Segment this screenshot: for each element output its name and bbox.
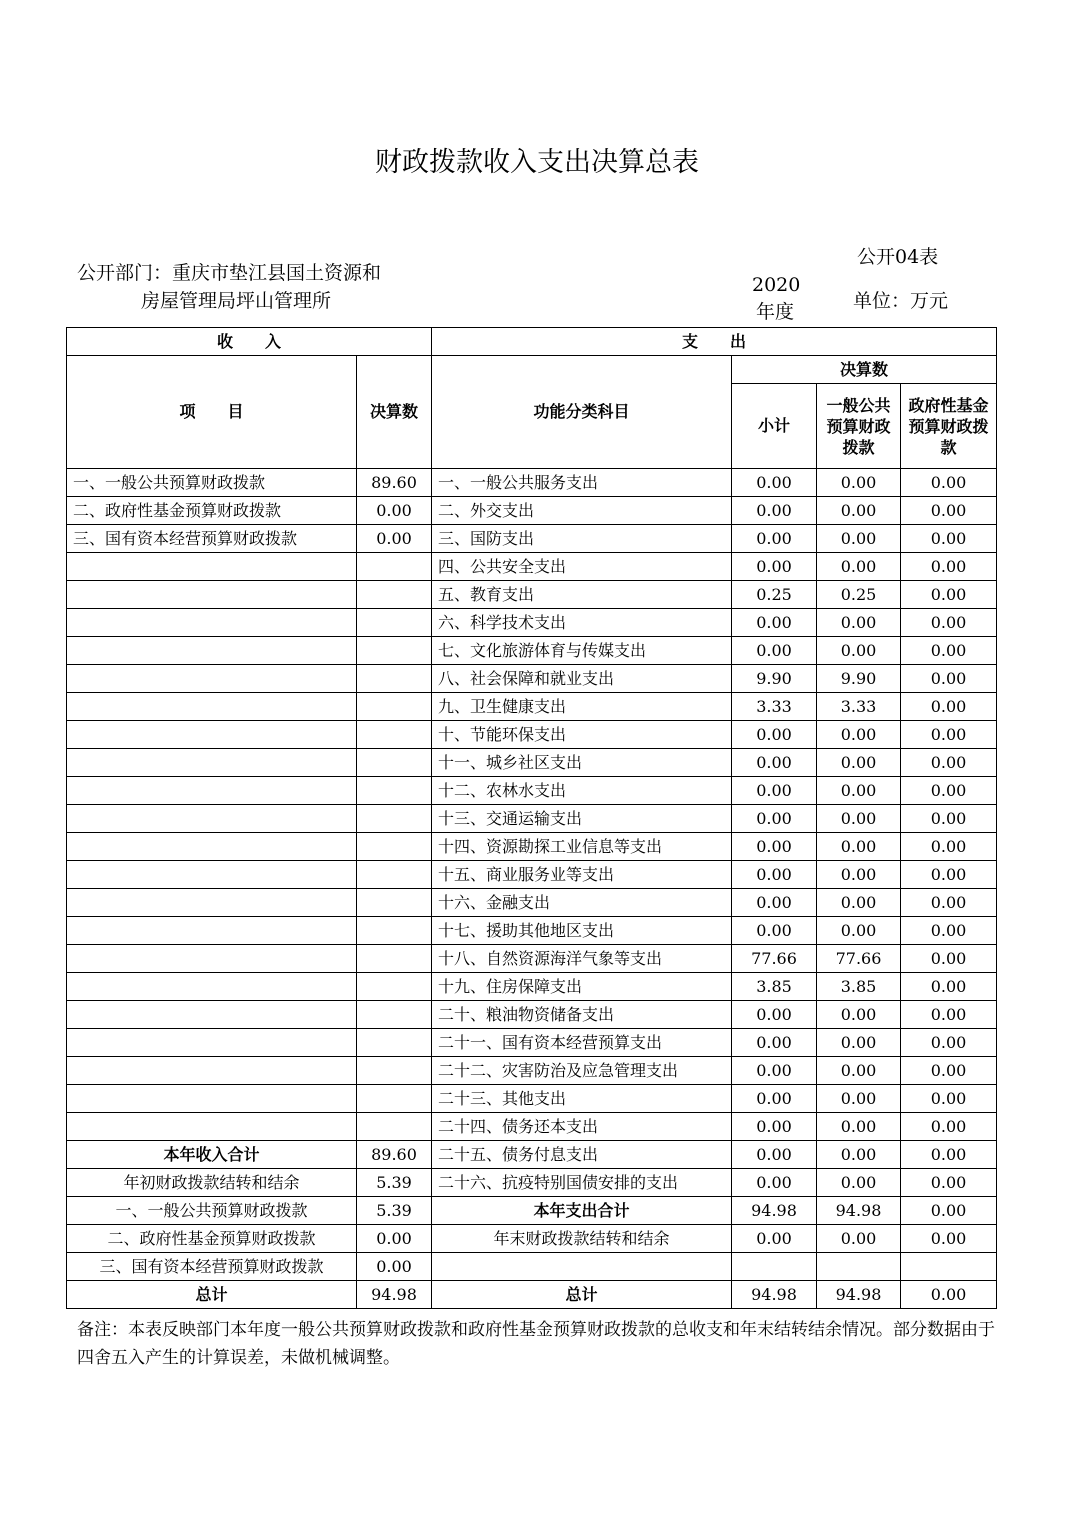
income-header: 收 入 [67, 328, 432, 356]
department-line-1: 公开部门：重庆市垫江县国土资源和 [77, 262, 382, 284]
subtotal-cell: 0.00 [732, 637, 817, 665]
income-item-cell [67, 805, 357, 833]
general-budget-cell: 0.00 [817, 833, 901, 861]
fund-budget-cell: 0.00 [901, 1281, 997, 1309]
expense-item-cell: 二十三、其他支出 [432, 1085, 732, 1113]
subtotal-cell: 0.00 [732, 1001, 817, 1029]
general-budget-cell: 77.66 [817, 945, 901, 973]
income-item-cell: 一、一般公共预算财政拨款 [67, 469, 357, 497]
fund-budget-cell: 0.00 [901, 749, 997, 777]
general-budget-cell: 9.90 [817, 665, 901, 693]
income-amount-cell: 0.00 [357, 1253, 432, 1281]
income-amount-cell: 5.39 [357, 1169, 432, 1197]
income-amount-cell [357, 721, 432, 749]
fund-budget-cell: 0.00 [901, 1225, 997, 1253]
income-item-cell [67, 721, 357, 749]
income-amount-cell [357, 1113, 432, 1141]
fund-budget-cell: 0.00 [901, 1001, 997, 1029]
table-row [67, 1057, 997, 1085]
expense-item-cell: 十三、交通运输支出 [432, 805, 732, 833]
income-amount-cell: 0.00 [357, 497, 432, 525]
table-row [67, 1225, 997, 1253]
table-row [67, 665, 997, 693]
expense-item-cell: 四、公共安全支出 [432, 553, 732, 581]
general-budget-cell: 0.25 [817, 581, 901, 609]
general-budget-cell: 0.00 [817, 1001, 901, 1029]
expense-item-cell: 十一、城乡社区支出 [432, 749, 732, 777]
income-amount-cell: 5.39 [357, 1197, 432, 1225]
table-row [67, 525, 997, 553]
income-item-cell [67, 861, 357, 889]
col-func-header: 功能分类科目 [432, 356, 732, 469]
expense-item-cell: 十六、金融支出 [432, 889, 732, 917]
general-budget-cell: 94.98 [817, 1197, 901, 1225]
fund-budget-cell: 0.00 [901, 917, 997, 945]
income-item-cell [67, 973, 357, 1001]
general-budget-cell: 0.00 [817, 917, 901, 945]
fund-budget-cell: 0.00 [901, 889, 997, 917]
department-line-2: 房屋管理局坪山管理所 [141, 290, 332, 312]
fund-budget-cell: 0.00 [901, 833, 997, 861]
year-number: 2020 [752, 274, 801, 296]
table-row [67, 945, 997, 973]
income-item-cell [67, 1029, 357, 1057]
income-amount-cell [357, 637, 432, 665]
income-item-cell [67, 917, 357, 945]
subtotal-cell: 77.66 [732, 945, 817, 973]
subtotal-cell: 0.00 [732, 1169, 817, 1197]
fund-budget-cell: 0.00 [901, 1057, 997, 1085]
subtotal-cell: 0.00 [732, 1113, 817, 1141]
income-amount-cell [357, 749, 432, 777]
income-item-cell [67, 833, 357, 861]
income-item-cell: 三、国有资本经营预算财政拨款 [67, 1253, 357, 1281]
general-budget-cell: 94.98 [817, 1281, 901, 1309]
expense-item-cell [432, 1253, 732, 1281]
income-amount-cell [357, 553, 432, 581]
expense-item-cell: 年末财政拨款结转和结余 [432, 1225, 732, 1253]
fund-budget-cell: 0.00 [901, 637, 997, 665]
income-amount-cell [357, 665, 432, 693]
fund-budget-cell: 0.00 [901, 721, 997, 749]
col-amount-header: 决算数 [357, 356, 432, 469]
income-item-cell [67, 553, 357, 581]
income-amount-cell [357, 1085, 432, 1113]
subtotal-cell: 9.90 [732, 665, 817, 693]
fund-budget-cell: 0.00 [901, 553, 997, 581]
subtotal-cell [732, 1253, 817, 1281]
expense-item-cell: 二十二、灾害防治及应急管理支出 [432, 1057, 732, 1085]
expense-item-cell: 八、社会保障和就业支出 [432, 665, 732, 693]
general-budget-cell: 0.00 [817, 609, 901, 637]
income-item-cell [67, 1057, 357, 1085]
fund-budget-cell: 0.00 [901, 945, 997, 973]
income-amount-cell [357, 861, 432, 889]
expense-item-cell: 五、教育支出 [432, 581, 732, 609]
subtotal-cell: 94.98 [732, 1197, 817, 1225]
expense-item-cell: 一、一般公共服务支出 [432, 469, 732, 497]
income-item-cell: 本年收入合计 [67, 1141, 357, 1169]
income-amount-cell: 0.00 [357, 1225, 432, 1253]
table-row [67, 861, 997, 889]
income-item-cell [67, 609, 357, 637]
table-row [67, 1253, 997, 1281]
table-tag: 公开04表 [857, 246, 939, 268]
income-amount-cell: 89.60 [357, 1141, 432, 1169]
fund-budget-cell: 0.00 [901, 665, 997, 693]
fund-budget-cell: 0.00 [901, 525, 997, 553]
general-budget-cell: 0.00 [817, 749, 901, 777]
income-item-cell [67, 1085, 357, 1113]
subtotal-cell: 94.98 [732, 1281, 817, 1309]
subtotal-cell: 0.00 [732, 805, 817, 833]
income-amount-cell [357, 1057, 432, 1085]
expense-item-cell: 二十五、债务付息支出 [432, 1141, 732, 1169]
col-general-header: 一般公共预算财政拨款 [817, 384, 901, 469]
income-item-cell: 一、一般公共预算财政拨款 [67, 1197, 357, 1225]
fund-budget-cell: 0.00 [901, 973, 997, 1001]
expense-item-cell: 十八、自然资源海洋气象等支出 [432, 945, 732, 973]
expense-item-cell: 二十四、债务还本支出 [432, 1113, 732, 1141]
table-row [67, 1169, 997, 1197]
general-budget-cell [817, 1253, 901, 1281]
expense-item-cell: 二、外交支出 [432, 497, 732, 525]
fund-budget-cell: 0.00 [901, 497, 997, 525]
general-budget-cell: 0.00 [817, 525, 901, 553]
fund-budget-cell: 0.00 [901, 1113, 997, 1141]
income-item-cell [67, 777, 357, 805]
col-fund-header: 政府性基金预算财政拨款 [901, 384, 997, 469]
subtotal-cell: 0.00 [732, 497, 817, 525]
subtotal-cell: 0.00 [732, 553, 817, 581]
table-row [67, 693, 997, 721]
income-amount-cell: 94.98 [357, 1281, 432, 1309]
income-item-cell [67, 945, 357, 973]
table-row [67, 553, 997, 581]
table-row [67, 805, 997, 833]
fund-budget-cell: 0.00 [901, 469, 997, 497]
income-amount-cell [357, 777, 432, 805]
table-row [67, 889, 997, 917]
year-suffix: 年度 [755, 301, 794, 323]
expense-item-cell: 七、文化旅游体育与传媒支出 [432, 637, 732, 665]
general-budget-cell: 0.00 [817, 777, 901, 805]
income-item-cell: 总计 [67, 1281, 357, 1309]
income-item-cell [67, 693, 357, 721]
subtotal-cell: 0.00 [732, 1029, 817, 1057]
subtotal-cell: 3.85 [732, 973, 817, 1001]
finance-table [66, 327, 997, 1309]
expense-item-cell: 二十、粮油物资储备支出 [432, 1001, 732, 1029]
table-row [67, 581, 997, 609]
table-row [67, 833, 997, 861]
general-budget-cell: 3.85 [817, 973, 901, 1001]
income-amount-cell [357, 973, 432, 1001]
subtotal-cell: 0.25 [732, 581, 817, 609]
income-amount-cell [357, 581, 432, 609]
table-row [67, 777, 997, 805]
expense-item-cell: 三、国防支出 [432, 525, 732, 553]
subtotal-cell: 0.00 [732, 833, 817, 861]
income-item-cell: 年初财政拨款结转和结余 [67, 1169, 357, 1197]
col-final-header: 决算数 [732, 356, 997, 384]
subtotal-cell: 0.00 [732, 609, 817, 637]
table-row [67, 749, 997, 777]
general-budget-cell: 0.00 [817, 721, 901, 749]
fund-budget-cell: 0.00 [901, 581, 997, 609]
general-budget-cell: 0.00 [817, 497, 901, 525]
income-amount-cell [357, 1001, 432, 1029]
income-item-cell [67, 1001, 357, 1029]
income-item-cell [67, 665, 357, 693]
fund-budget-cell [901, 1253, 997, 1281]
expense-item-cell: 十四、资源勘探工业信息等支出 [432, 833, 732, 861]
income-item-cell [67, 1113, 357, 1141]
income-amount-cell: 89.60 [357, 469, 432, 497]
report-year [752, 272, 801, 326]
expense-item-cell: 二十六、抗疫特别国债安排的支出 [432, 1169, 732, 1197]
table-row [67, 637, 997, 665]
fund-budget-cell: 0.00 [901, 777, 997, 805]
fund-budget-cell: 0.00 [901, 693, 997, 721]
unit-label: 单位：万元 [853, 290, 949, 312]
general-budget-cell: 0.00 [817, 889, 901, 917]
expense-item-cell: 本年支出合计 [432, 1197, 732, 1225]
income-item-cell: 三、国有资本经营预算财政拨款 [67, 525, 357, 553]
expense-item-cell: 十二、农林水支出 [432, 777, 732, 805]
table-row [67, 973, 997, 1001]
subtotal-cell: 0.00 [732, 1141, 817, 1169]
income-item-cell: 二、政府性基金预算财政拨款 [67, 1225, 357, 1253]
subtotal-cell: 0.00 [732, 889, 817, 917]
table-row [67, 497, 997, 525]
general-budget-cell: 0.00 [817, 805, 901, 833]
table-body [67, 469, 997, 1309]
subtotal-cell: 0.00 [732, 917, 817, 945]
table-row [67, 469, 997, 497]
expense-item-cell: 二十一、国有资本经营预算支出 [432, 1029, 732, 1057]
general-budget-cell: 0.00 [817, 861, 901, 889]
income-amount-cell [357, 945, 432, 973]
fund-budget-cell: 0.00 [901, 1141, 997, 1169]
expense-item-cell: 九、卫生健康支出 [432, 693, 732, 721]
table-row [67, 917, 997, 945]
income-amount-cell [357, 805, 432, 833]
income-amount-cell [357, 609, 432, 637]
fund-budget-cell: 0.00 [901, 1197, 997, 1225]
general-budget-cell: 0.00 [817, 1169, 901, 1197]
subtotal-cell: 0.00 [732, 721, 817, 749]
expense-item-cell: 十九、住房保障支出 [432, 973, 732, 1001]
footnote: 备注：本表反映部门本年度一般公共预算财政拨款和政府性基金预算财政拨款的总收支和年末结转结余情况。部分数据由于四舍五入产生的计算误差，未做机械调整。 [77, 1320, 995, 1368]
expense-item-cell: 十七、援助其他地区支出 [432, 917, 732, 945]
general-budget-cell: 0.00 [817, 1029, 901, 1057]
general-budget-cell: 0.00 [817, 1141, 901, 1169]
income-amount-cell: 0.00 [357, 525, 432, 553]
col-item-header: 项 目 [67, 356, 357, 469]
fund-budget-cell: 0.00 [901, 1085, 997, 1113]
income-item-cell [67, 889, 357, 917]
general-budget-cell: 3.33 [817, 693, 901, 721]
income-amount-cell [357, 833, 432, 861]
income-item-cell [67, 749, 357, 777]
fund-budget-cell: 0.00 [901, 609, 997, 637]
table-row [67, 721, 997, 749]
page-title: 财政拨款收入支出决算总表 [375, 147, 699, 178]
general-budget-cell: 0.00 [817, 1085, 901, 1113]
general-budget-cell: 0.00 [817, 469, 901, 497]
income-amount-cell [357, 917, 432, 945]
table-row [67, 1113, 997, 1141]
subtotal-cell: 0.00 [732, 1057, 817, 1085]
general-budget-cell: 0.00 [817, 1113, 901, 1141]
subtotal-cell: 0.00 [732, 749, 817, 777]
income-item-cell [67, 581, 357, 609]
expense-item-cell: 十五、商业服务业等支出 [432, 861, 732, 889]
subtotal-cell: 0.00 [732, 469, 817, 497]
table-row [67, 1001, 997, 1029]
expense-item-cell: 总计 [432, 1281, 732, 1309]
subtotal-cell: 3.33 [732, 693, 817, 721]
table-row [67, 1029, 997, 1057]
general-budget-cell: 0.00 [817, 1225, 901, 1253]
expense-item-cell: 十、节能环保支出 [432, 721, 732, 749]
income-amount-cell [357, 889, 432, 917]
fund-budget-cell: 0.00 [901, 861, 997, 889]
general-budget-cell: 0.00 [817, 1057, 901, 1085]
income-amount-cell [357, 1029, 432, 1057]
general-budget-cell: 0.00 [817, 637, 901, 665]
subtotal-cell: 0.00 [732, 777, 817, 805]
general-budget-cell: 0.00 [817, 553, 901, 581]
table-row [67, 1085, 997, 1113]
table-row [67, 1197, 997, 1225]
subtotal-cell: 0.00 [732, 1085, 817, 1113]
income-item-cell: 二、政府性基金预算财政拨款 [67, 497, 357, 525]
expense-header: 支 出 [432, 328, 997, 356]
income-amount-cell [357, 693, 432, 721]
subtotal-cell: 0.00 [732, 1225, 817, 1253]
col-subtotal-header: 小计 [732, 384, 817, 469]
subtotal-cell: 0.00 [732, 861, 817, 889]
table-row [67, 609, 997, 637]
subtotal-cell: 0.00 [732, 525, 817, 553]
fund-budget-cell: 0.00 [901, 1169, 997, 1197]
fund-budget-cell: 0.00 [901, 805, 997, 833]
fund-budget-cell: 0.00 [901, 1029, 997, 1057]
income-item-cell [67, 637, 357, 665]
table-row [67, 1141, 997, 1169]
expense-item-cell: 六、科学技术支出 [432, 609, 732, 637]
table-row [67, 1281, 997, 1309]
